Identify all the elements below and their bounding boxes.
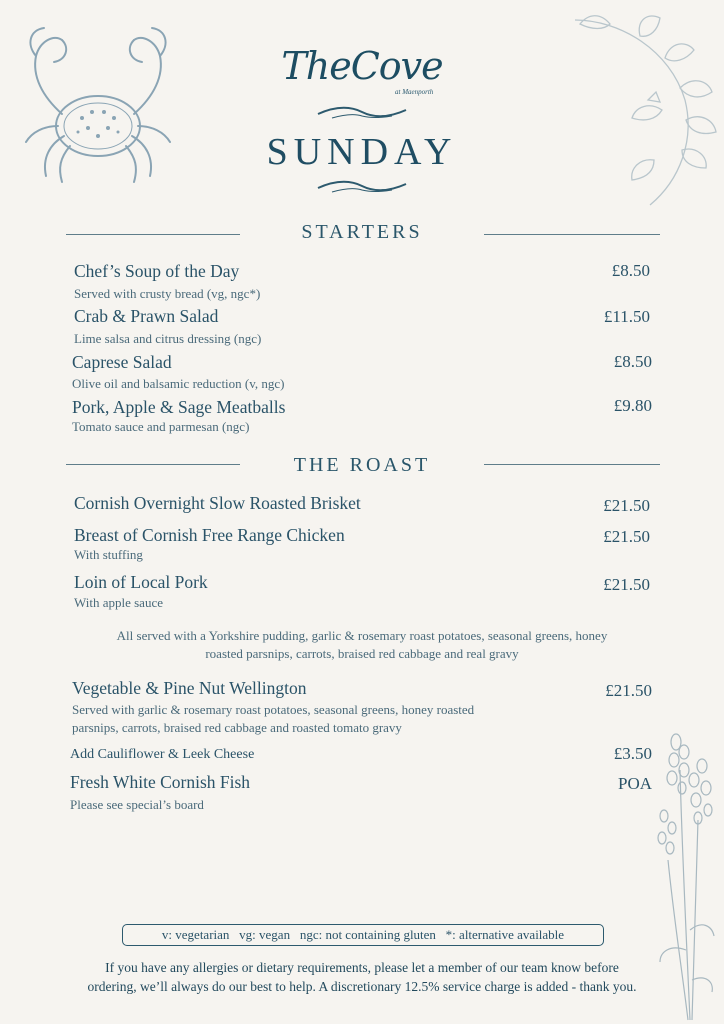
menu-item-name: Chef’s Soup of the Day	[74, 261, 240, 281]
divider	[484, 464, 660, 465]
menu-item-name: Breast of Cornish Free Range Chicken	[74, 525, 345, 545]
leaf-branch-illustration	[570, 10, 720, 210]
menu-item-price: £8.50	[611, 261, 650, 280]
menu-item-description: Please see special’s board	[70, 797, 204, 812]
menu-item-description: Olive oil and balsamic reduction (v, ngc)	[72, 376, 285, 391]
dietary-legend: v: vegetarian vg: vegan ngc: not containing gluten *: alternative available	[122, 924, 604, 946]
menu-item-price: POA	[617, 774, 652, 793]
menu-item-name: Caprese Salad	[72, 352, 172, 372]
divider	[484, 234, 660, 235]
wave-ornament	[316, 178, 408, 194]
menu-item-name: Fresh White Cornish Fish	[70, 772, 251, 792]
page-title: SUNDAY	[266, 131, 458, 173]
wave-ornament	[316, 104, 408, 120]
menu-item-name: Vegetable & Pine Nut Wellington	[72, 678, 307, 698]
menu-item-name: Pork, Apple & Sage Meatballs	[72, 397, 286, 417]
addon-name: Add Cauliflower & Leek Cheese	[70, 747, 255, 762]
menu-item-price: £21.50	[605, 681, 652, 700]
menu-item-price: £8.50	[613, 352, 652, 371]
allergy-footer: If you have any allergies or dietary requirements, please let a member of our team know before ordering, we’ll always do our best to help. A discretionary 12.5% service charge is added - thank you.	[87, 960, 637, 994]
menu-item-price: £9.80	[613, 396, 652, 415]
menu-item-description: Served with garlic & rosemary roast potatoes, seasonal greens, honey roasted parsnips, carrots, braised red cabbage and roasted tomato gravy	[72, 702, 475, 735]
menu-item-price: £21.50	[603, 575, 650, 594]
menu-item-price: £21.50	[603, 496, 650, 515]
menu-item-description: Lime salsa and citrus dressing (ngc)	[74, 331, 262, 346]
menu-item-description: With apple sauce	[74, 595, 163, 610]
section-title-starters: STARTERS	[301, 221, 423, 243]
brand-logo: TheCove	[281, 44, 443, 88]
menu-item-name: Cornish Overnight Slow Roasted Brisket	[74, 493, 361, 513]
menu-item-price: £21.50	[603, 527, 650, 546]
addon-price: £3.50	[613, 744, 652, 763]
menu-item-description: Served with crusty bread (vg, ngc*)	[74, 286, 261, 301]
menu-item-name: Crab & Prawn Salad	[74, 306, 219, 326]
menu-item-price: £11.50	[603, 307, 650, 326]
menu-item-description: Tomato sauce and parmesan (ngc)	[72, 419, 250, 434]
menu-item-name: Loin of Local Pork	[74, 572, 208, 592]
menu-item-description: With stuffing	[74, 547, 143, 562]
roast-accompaniments-note: All served with a Yorkshire pudding, garlic & rosemary roast potatoes, seasonal greens, honey roasted parsnips, carrots, braised red cabbage and real gravy	[116, 628, 608, 661]
brand-location: at Maenporth	[395, 88, 434, 96]
section-title-roast: THE ROAST	[293, 454, 431, 476]
